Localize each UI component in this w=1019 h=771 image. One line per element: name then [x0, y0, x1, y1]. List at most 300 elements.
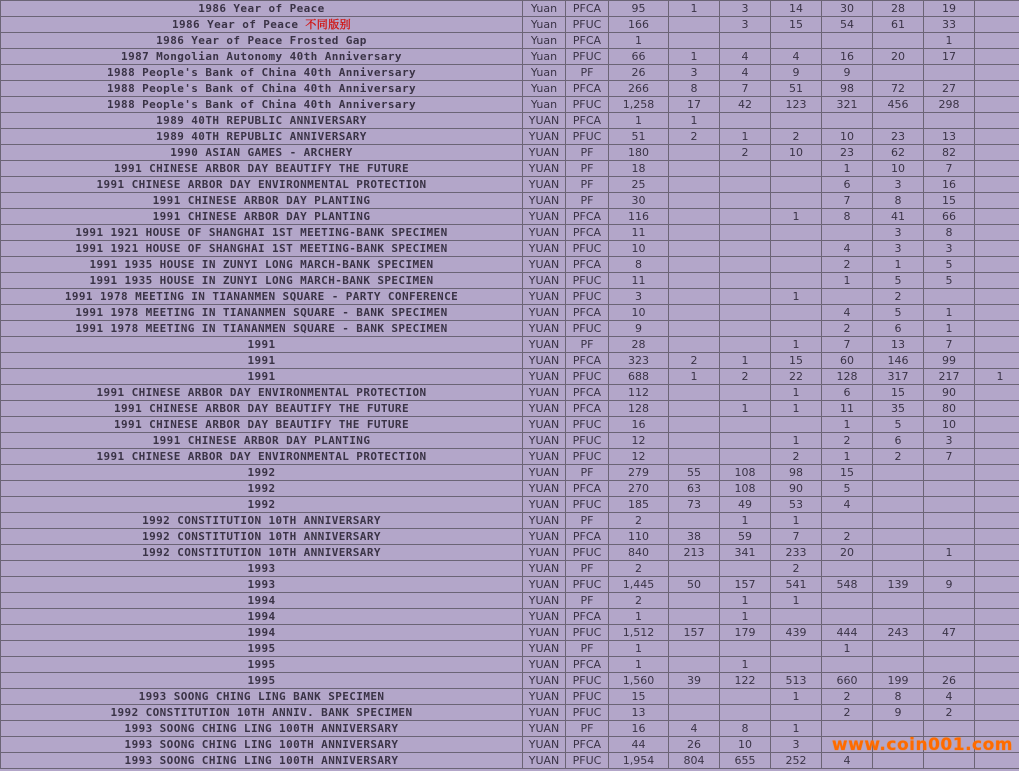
- count-cell: [975, 705, 1019, 721]
- total-cell: 11: [609, 225, 669, 241]
- denomination-cell: Yuan: [523, 49, 566, 65]
- count-cell: 804: [669, 753, 720, 769]
- count-cell: 5: [924, 257, 975, 273]
- count-cell: 5: [873, 417, 924, 433]
- count-cell: [771, 241, 822, 257]
- count-cell: 54: [822, 17, 873, 33]
- grade-cell: PFCA: [566, 609, 609, 625]
- total-cell: 2: [609, 593, 669, 609]
- grade-cell: PFCA: [566, 657, 609, 673]
- total-cell: 10: [609, 241, 669, 257]
- coin-name-cell: 1989 40TH REPUBLIC ANNIVERSARY: [1, 129, 523, 145]
- total-cell: 12: [609, 433, 669, 449]
- count-cell: [669, 401, 720, 417]
- grade-cell: PFUC: [566, 753, 609, 769]
- table-row: [1, 465, 1019, 481]
- coin-name-cell: 1991 CHINESE ARBOR DAY ENVIRONMENTAL PROTECTION: [1, 177, 523, 193]
- count-cell: 1: [771, 385, 822, 401]
- count-cell: [669, 657, 720, 673]
- count-cell: [669, 305, 720, 321]
- count-cell: [669, 561, 720, 577]
- count-cell: [873, 513, 924, 529]
- count-cell: 20: [873, 49, 924, 65]
- count-cell: [822, 657, 873, 673]
- table-body: [1, 1, 1019, 769]
- count-cell: 26: [924, 673, 975, 689]
- count-cell: 53: [771, 497, 822, 513]
- coin-name-cell: 1991 CHINESE ARBOR DAY BEAUTIFY THE FUTURE: [1, 401, 523, 417]
- count-cell: [975, 577, 1019, 593]
- count-cell: 541: [771, 577, 822, 593]
- count-cell: 13: [873, 337, 924, 353]
- grade-cell: PFUC: [566, 17, 609, 33]
- count-cell: 15: [924, 193, 975, 209]
- count-cell: 199: [873, 673, 924, 689]
- coin-name-cell: 1993: [1, 561, 523, 577]
- total-cell: 44: [609, 737, 669, 753]
- coin-name-cell: 1992: [1, 497, 523, 513]
- count-cell: [975, 49, 1019, 65]
- count-cell: [924, 561, 975, 577]
- table-row: [1, 545, 1019, 561]
- count-cell: 1: [771, 337, 822, 353]
- count-cell: 8: [822, 209, 873, 225]
- grade-cell: PFUC: [566, 625, 609, 641]
- count-cell: 4: [771, 49, 822, 65]
- grade-cell: PFCA: [566, 257, 609, 273]
- denomination-cell: YUAN: [523, 225, 566, 241]
- count-cell: 1: [822, 273, 873, 289]
- count-cell: [924, 497, 975, 513]
- count-cell: [669, 145, 720, 161]
- count-cell: 41: [873, 209, 924, 225]
- count-cell: 16: [822, 49, 873, 65]
- count-cell: [924, 657, 975, 673]
- count-cell: 2: [771, 449, 822, 465]
- total-cell: 25: [609, 177, 669, 193]
- total-cell: 1: [609, 609, 669, 625]
- coin-name-cell: 1986 Year of Peace: [1, 1, 523, 17]
- count-cell: [873, 657, 924, 673]
- count-cell: [771, 113, 822, 129]
- count-cell: 4: [822, 305, 873, 321]
- count-cell: 1: [720, 593, 771, 609]
- count-cell: [720, 449, 771, 465]
- count-cell: [975, 385, 1019, 401]
- count-cell: [771, 609, 822, 625]
- count-cell: 2: [822, 257, 873, 273]
- count-cell: 2: [669, 129, 720, 145]
- denomination-cell: YUAN: [523, 417, 566, 433]
- count-cell: 61: [873, 17, 924, 33]
- count-cell: [975, 177, 1019, 193]
- count-cell: [873, 721, 924, 737]
- grade-cell: PFUC: [566, 433, 609, 449]
- count-cell: [720, 321, 771, 337]
- grade-cell: PFUC: [566, 369, 609, 385]
- total-cell: 8: [609, 257, 669, 273]
- table-row: [1, 481, 1019, 497]
- count-cell: 1: [924, 33, 975, 49]
- total-cell: 10: [609, 305, 669, 321]
- coin-name-cell: 1992: [1, 465, 523, 481]
- count-cell: [720, 385, 771, 401]
- count-cell: [873, 497, 924, 513]
- grade-cell: PFUC: [566, 417, 609, 433]
- count-cell: 5: [873, 305, 924, 321]
- count-cell: [720, 241, 771, 257]
- count-cell: 15: [771, 353, 822, 369]
- grade-cell: PFCA: [566, 225, 609, 241]
- count-cell: [771, 161, 822, 177]
- coin-name-cell: 1994: [1, 625, 523, 641]
- count-cell: 1: [822, 161, 873, 177]
- total-cell: 13: [609, 705, 669, 721]
- grade-cell: PFUC: [566, 673, 609, 689]
- total-cell: 16: [609, 417, 669, 433]
- coin-name-cell: 1991 CHINESE ARBOR DAY ENVIRONMENTAL PROTECTION: [1, 449, 523, 465]
- table-row: [1, 225, 1019, 241]
- denomination-cell: YUAN: [523, 513, 566, 529]
- count-cell: [669, 257, 720, 273]
- coin-name-cell: 1986 Year of Peace 不同版别: [1, 17, 523, 33]
- count-cell: 19: [924, 1, 975, 17]
- count-cell: [720, 273, 771, 289]
- count-cell: 5: [822, 481, 873, 497]
- grade-cell: PF: [566, 513, 609, 529]
- count-cell: 157: [720, 577, 771, 593]
- count-cell: [873, 641, 924, 657]
- count-cell: 15: [873, 385, 924, 401]
- count-cell: [720, 193, 771, 209]
- count-cell: [975, 561, 1019, 577]
- count-cell: [975, 1, 1019, 17]
- coin-name-cell: 1993 SOONG CHING LING 100TH ANNIVERSARY: [1, 721, 523, 737]
- coin-name-cell: 1987 Mongolian Autonomy 40th Anniversary: [1, 49, 523, 65]
- count-cell: [771, 305, 822, 321]
- total-cell: 9: [609, 321, 669, 337]
- variety-note: 不同版别: [305, 18, 352, 31]
- table-row: [1, 289, 1019, 305]
- denomination-cell: Yuan: [523, 33, 566, 49]
- table-row: [1, 1, 1019, 17]
- denomination-cell: YUAN: [523, 401, 566, 417]
- count-cell: [924, 641, 975, 657]
- count-cell: 128: [822, 369, 873, 385]
- denomination-cell: YUAN: [523, 353, 566, 369]
- count-cell: [975, 17, 1019, 33]
- count-cell: 50: [669, 577, 720, 593]
- count-cell: [975, 273, 1019, 289]
- count-cell: 20: [822, 545, 873, 561]
- count-cell: [720, 177, 771, 193]
- table-row: [1, 417, 1019, 433]
- count-cell: 26: [669, 737, 720, 753]
- count-cell: 439: [771, 625, 822, 641]
- grade-cell: PF: [566, 161, 609, 177]
- count-cell: 2: [720, 145, 771, 161]
- total-cell: 26: [609, 65, 669, 81]
- grade-cell: PF: [566, 337, 609, 353]
- grade-cell: PF: [566, 65, 609, 81]
- count-cell: 10: [720, 737, 771, 753]
- coin-name-cell: 1986 Year of Peace Frosted Gap: [1, 33, 523, 49]
- grade-cell: PFUC: [566, 321, 609, 337]
- count-cell: [720, 561, 771, 577]
- count-cell: [669, 321, 720, 337]
- denomination-cell: YUAN: [523, 641, 566, 657]
- count-cell: [975, 657, 1019, 673]
- count-cell: [975, 65, 1019, 81]
- count-cell: [720, 225, 771, 241]
- count-cell: 298: [924, 97, 975, 113]
- count-cell: [975, 337, 1019, 353]
- table-row: [1, 97, 1019, 113]
- total-cell: 110: [609, 529, 669, 545]
- count-cell: [873, 65, 924, 81]
- count-cell: 73: [669, 497, 720, 513]
- count-cell: [924, 753, 975, 769]
- total-cell: 1: [609, 641, 669, 657]
- count-cell: 1: [822, 417, 873, 433]
- table-row: [1, 721, 1019, 737]
- total-cell: 11: [609, 273, 669, 289]
- count-cell: 10: [822, 129, 873, 145]
- grade-cell: PFCA: [566, 81, 609, 97]
- count-cell: [720, 33, 771, 49]
- count-cell: [669, 689, 720, 705]
- count-cell: [669, 337, 720, 353]
- count-cell: [975, 513, 1019, 529]
- table-row: [1, 273, 1019, 289]
- count-cell: 1: [720, 353, 771, 369]
- count-cell: [669, 593, 720, 609]
- table-row: [1, 81, 1019, 97]
- count-cell: [669, 17, 720, 33]
- count-cell: [873, 465, 924, 481]
- count-cell: 3: [720, 17, 771, 33]
- count-cell: [975, 33, 1019, 49]
- count-cell: [975, 193, 1019, 209]
- denomination-cell: YUAN: [523, 209, 566, 225]
- count-cell: 4: [720, 65, 771, 81]
- count-cell: 38: [669, 529, 720, 545]
- count-cell: 4: [924, 689, 975, 705]
- count-cell: 55: [669, 465, 720, 481]
- count-cell: 2: [924, 705, 975, 721]
- grade-cell: PFCA: [566, 481, 609, 497]
- coin-name-cell: 1991 CHINESE ARBOR DAY PLANTING: [1, 433, 523, 449]
- count-cell: 7: [771, 529, 822, 545]
- count-cell: 47: [924, 625, 975, 641]
- grade-cell: PFUC: [566, 273, 609, 289]
- count-cell: [975, 289, 1019, 305]
- total-cell: 1: [609, 33, 669, 49]
- grade-cell: PF: [566, 193, 609, 209]
- total-cell: 30: [609, 193, 669, 209]
- count-cell: 9: [873, 705, 924, 721]
- coin-name-cell: 1993 SOONG CHING LING 100TH ANNIVERSARY: [1, 753, 523, 769]
- count-cell: 98: [771, 465, 822, 481]
- count-cell: [669, 513, 720, 529]
- count-cell: [924, 529, 975, 545]
- denomination-cell: YUAN: [523, 161, 566, 177]
- count-cell: 59: [720, 529, 771, 545]
- denomination-cell: YUAN: [523, 241, 566, 257]
- count-cell: 5: [873, 273, 924, 289]
- coin-name-cell: 1989 40TH REPUBLIC ANNIVERSARY: [1, 113, 523, 129]
- count-cell: [720, 433, 771, 449]
- count-cell: [975, 81, 1019, 97]
- count-cell: [720, 305, 771, 321]
- count-cell: [975, 129, 1019, 145]
- count-cell: [924, 513, 975, 529]
- table-row: [1, 337, 1019, 353]
- count-cell: 1: [975, 369, 1019, 385]
- count-cell: [924, 465, 975, 481]
- count-cell: [669, 241, 720, 257]
- count-cell: 1: [771, 289, 822, 305]
- total-cell: 323: [609, 353, 669, 369]
- denomination-cell: Yuan: [523, 65, 566, 81]
- count-cell: [771, 33, 822, 49]
- denomination-cell: YUAN: [523, 705, 566, 721]
- table-row: [1, 177, 1019, 193]
- count-cell: 23: [873, 129, 924, 145]
- grade-cell: PFUC: [566, 449, 609, 465]
- count-cell: [924, 289, 975, 305]
- count-cell: [975, 305, 1019, 321]
- count-cell: [975, 625, 1019, 641]
- grade-cell: PFUC: [566, 49, 609, 65]
- total-cell: 28: [609, 337, 669, 353]
- count-cell: 123: [771, 97, 822, 113]
- count-cell: [720, 337, 771, 353]
- table-row: [1, 65, 1019, 81]
- count-cell: [771, 657, 822, 673]
- count-cell: [771, 257, 822, 273]
- table-row: [1, 321, 1019, 337]
- count-cell: 4: [822, 753, 873, 769]
- count-cell: 213: [669, 545, 720, 561]
- count-cell: [975, 97, 1019, 113]
- count-cell: [975, 481, 1019, 497]
- table-row: [1, 129, 1019, 145]
- count-cell: [975, 113, 1019, 129]
- count-cell: 3: [924, 433, 975, 449]
- table-row: [1, 433, 1019, 449]
- count-cell: 139: [873, 577, 924, 593]
- count-cell: 8: [873, 193, 924, 209]
- total-cell: 16: [609, 721, 669, 737]
- count-cell: 1: [771, 433, 822, 449]
- table-row: [1, 257, 1019, 273]
- count-cell: 51: [771, 81, 822, 97]
- count-cell: [975, 529, 1019, 545]
- count-cell: [924, 481, 975, 497]
- count-cell: [720, 209, 771, 225]
- count-cell: 1: [822, 641, 873, 657]
- grade-cell: PF: [566, 721, 609, 737]
- count-cell: 8: [720, 721, 771, 737]
- table-row: [1, 641, 1019, 657]
- coin-name-cell: 1994: [1, 609, 523, 625]
- count-cell: 39: [669, 673, 720, 689]
- grade-cell: PFCA: [566, 33, 609, 49]
- coin-name-cell: 1995: [1, 657, 523, 673]
- count-cell: 341: [720, 545, 771, 561]
- count-cell: [669, 385, 720, 401]
- count-cell: [924, 737, 975, 753]
- coin-name-cell: 1991 1921 HOUSE OF SHANGHAI 1ST MEETING-BANK SPECIMEN: [1, 225, 523, 241]
- count-cell: [771, 417, 822, 433]
- coin-name-cell: 1991 CHINESE ARBOR DAY BEAUTIFY THE FUTURE: [1, 417, 523, 433]
- count-cell: 444: [822, 625, 873, 641]
- count-cell: 90: [771, 481, 822, 497]
- count-cell: [669, 193, 720, 209]
- count-cell: 2: [873, 449, 924, 465]
- table-row: [1, 609, 1019, 625]
- count-cell: 1: [822, 449, 873, 465]
- count-cell: [975, 449, 1019, 465]
- count-cell: 4: [669, 721, 720, 737]
- coin-name-cell: 1990 ASIAN GAMES - ARCHERY: [1, 145, 523, 161]
- count-cell: [975, 417, 1019, 433]
- denomination-cell: YUAN: [523, 257, 566, 273]
- count-cell: 80: [924, 401, 975, 417]
- count-cell: [669, 609, 720, 625]
- count-cell: [975, 673, 1019, 689]
- grade-cell: PF: [566, 177, 609, 193]
- count-cell: 42: [720, 97, 771, 113]
- count-cell: [822, 513, 873, 529]
- count-cell: 1: [771, 593, 822, 609]
- count-cell: 2: [822, 321, 873, 337]
- count-cell: 4: [720, 49, 771, 65]
- count-cell: 1: [720, 401, 771, 417]
- denomination-cell: YUAN: [523, 385, 566, 401]
- count-cell: [975, 353, 1019, 369]
- count-cell: [924, 65, 975, 81]
- total-cell: 51: [609, 129, 669, 145]
- table-row: [1, 673, 1019, 689]
- count-cell: [771, 273, 822, 289]
- denomination-cell: YUAN: [523, 129, 566, 145]
- total-cell: 2: [609, 561, 669, 577]
- count-cell: 2: [771, 561, 822, 577]
- denomination-cell: YUAN: [523, 305, 566, 321]
- coin-name-cell: 1991 CHINESE ARBOR DAY ENVIRONMENTAL PROTECTION: [1, 385, 523, 401]
- count-cell: 15: [822, 465, 873, 481]
- grade-cell: PF: [566, 561, 609, 577]
- count-cell: 10: [771, 145, 822, 161]
- table-row: [1, 497, 1019, 513]
- coin-name-cell: 1991 1978 MEETING IN TIANANMEN SQUARE - BANK SPECIMEN: [1, 305, 523, 321]
- denomination-cell: YUAN: [523, 561, 566, 577]
- count-cell: 62: [873, 145, 924, 161]
- count-cell: 233: [771, 545, 822, 561]
- coin-name-cell: 1988 People's Bank of China 40th Anniversary: [1, 65, 523, 81]
- grade-cell: PF: [566, 593, 609, 609]
- count-cell: 655: [720, 753, 771, 769]
- count-cell: [771, 321, 822, 337]
- table-row: [1, 593, 1019, 609]
- count-cell: 9: [771, 65, 822, 81]
- count-cell: 30: [822, 1, 873, 17]
- denomination-cell: Yuan: [523, 97, 566, 113]
- count-cell: 1: [771, 721, 822, 737]
- denomination-cell: YUAN: [523, 577, 566, 593]
